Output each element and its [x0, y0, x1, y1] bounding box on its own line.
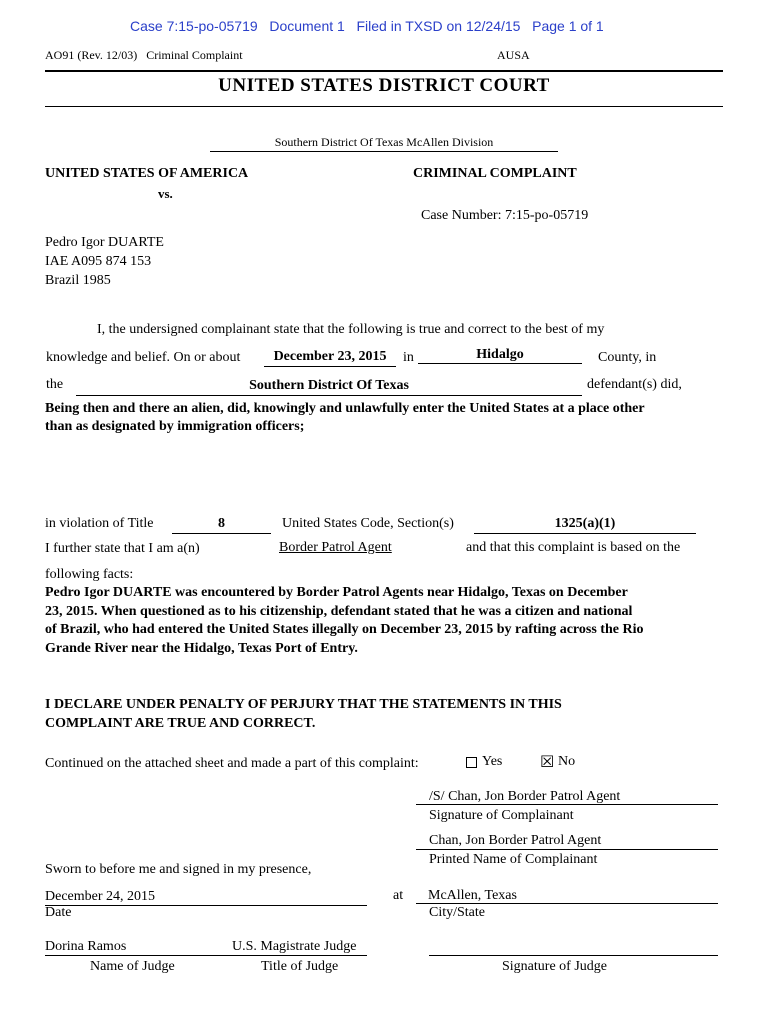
complainant-signature: /S/ Chan, Jon Border Patrol Agent — [429, 789, 621, 804]
facts-line-2: 23, 2015. When questioned as to his citizenship, defendant stated that he was a citizen and national — [45, 603, 633, 619]
title-value: 8 — [218, 516, 225, 531]
title-label: in violation of Title — [45, 516, 154, 531]
yes-label: Yes — [482, 754, 503, 769]
complainant-role: Border Patrol Agent — [279, 540, 392, 555]
defendant-name: Pedro Igor DUARTE — [45, 235, 164, 250]
facts-line-1: Pedro Igor DUARTE was encountered by Border Patrol Agents near Hidalgo, Texas on December — [45, 585, 628, 600]
ausa-label: AUSA — [497, 48, 530, 62]
state-label: I further state that I am a(n) — [45, 541, 200, 556]
form-code-line — [45, 48, 243, 63]
section-underline — [474, 533, 696, 534]
facts-line-3: of Brazil, who had entered the United States illegally on December 23, 2015 by rafting across the Rio — [45, 622, 644, 637]
judge-signature-label: Signature of Judge — [502, 959, 607, 974]
judge-signature-line — [429, 955, 718, 956]
defendant-block — [45, 233, 164, 290]
printed-name-label: Printed Name of Complainant — [429, 852, 598, 867]
declaration — [45, 695, 562, 733]
statement-intro: I, the undersigned complainant state that the following is true and correct to the best of my — [97, 322, 605, 337]
county-label: County, in — [598, 350, 657, 365]
case-number: 7:15-po-05719 — [504, 208, 589, 223]
district-name: Southern District Of Texas McAllen Division — [274, 135, 494, 149]
document-type: CRIMINAL COMPLAINT — [413, 166, 577, 181]
declaration-line-1: I DECLARE UNDER PENALTY OF PERJURY THAT THE STATEMENTS IN THIS — [45, 697, 562, 712]
title-underline — [172, 533, 271, 534]
stamp-page: Page 1 of 1 — [532, 18, 604, 34]
defendant-origin: Brazil 1985 — [45, 273, 111, 288]
yes-checkbox[interactable] — [466, 757, 477, 768]
judge-title: U.S. Magistrate Judge — [232, 939, 357, 954]
section-value: 1325(a)(1) — [554, 516, 616, 531]
no-label: No — [558, 754, 576, 769]
filing-stamp — [130, 18, 604, 34]
vs-label: vs. — [158, 186, 173, 201]
district-value: Southern District Of Texas — [249, 378, 409, 393]
district-underline — [210, 151, 558, 152]
the-label: the — [46, 377, 64, 392]
plaintiff-name: UNITED STATES OF AMERICA — [45, 166, 249, 181]
offense-date-underline — [264, 366, 396, 367]
complainant-signature-label: Signature of Complainant — [429, 808, 574, 823]
date-label: Date — [45, 905, 72, 920]
city-line — [416, 903, 718, 904]
code-label: United States Code, Section(s) — [282, 516, 454, 531]
printed-name-line — [416, 849, 718, 850]
complainant-signature-line — [416, 804, 718, 805]
offense-line-2: than as designated by immigration officers; — [45, 419, 305, 434]
county-value: Hidalgo — [476, 347, 524, 362]
facts-line-4: Grande River near the Hidalgo, Texas Port of Entry. — [45, 640, 358, 656]
continued-label: Continued on the attached sheet and made a part of this complaint: — [45, 756, 419, 771]
court-title: UNITED STATES DISTRICT COURT — [218, 75, 550, 96]
in-label: in — [403, 350, 414, 365]
judge-name-label: Name of Judge — [90, 959, 175, 974]
judge-name: Dorina Ramos — [45, 939, 127, 954]
district-value-underline — [76, 395, 582, 396]
header-rule-top — [45, 70, 723, 72]
knowledge-label: knowledge and belief. On or about — [46, 350, 241, 365]
case-number-line — [421, 208, 588, 224]
stamp-case: Case 7:15-po-05719 — [130, 18, 258, 34]
city-value: McAllen, Texas — [428, 888, 517, 903]
stamp-filed: Filed in TXSD on 12/24/15 — [356, 18, 521, 34]
judge-line — [45, 955, 367, 956]
sworn-statement: Sworn to before me and signed in my presence, — [45, 862, 312, 877]
stamp-document: Document 1 — [269, 18, 345, 34]
offense-description — [45, 400, 645, 436]
offense-date: December 23, 2015 — [273, 349, 387, 364]
declaration-line-2: COMPLAINT ARE TRUE AND CORRECT. — [45, 716, 316, 731]
form-name: Criminal Complaint — [146, 48, 243, 62]
based-on-label: and that this complaint is based on the — [466, 540, 681, 555]
sworn-date: December 24, 2015 — [45, 889, 156, 904]
county-underline — [418, 363, 582, 364]
case-number-label: Case Number: — [421, 208, 502, 223]
defendant-id: IAE A095 874 153 — [45, 254, 152, 269]
printed-name: Chan, Jon Border Patrol Agent — [429, 833, 602, 848]
defendant-did-label: defendant(s) did, — [587, 377, 682, 392]
no-checkbox[interactable]: ☒ — [540, 752, 555, 771]
header-rule-bottom — [45, 106, 723, 107]
sworn-date-line — [45, 905, 367, 906]
facts-label: following facts: — [45, 567, 134, 582]
at-label: at — [393, 888, 404, 903]
city-label: City/State — [429, 905, 485, 920]
judge-title-label: Title of Judge — [261, 959, 339, 974]
form-code: AO91 (Rev. 12/03) — [45, 48, 138, 62]
offense-line-1: Being then and there an alien, did, knowingly and unlawfully enter the United States at a place other — [45, 401, 645, 416]
facts-block — [45, 584, 643, 658]
